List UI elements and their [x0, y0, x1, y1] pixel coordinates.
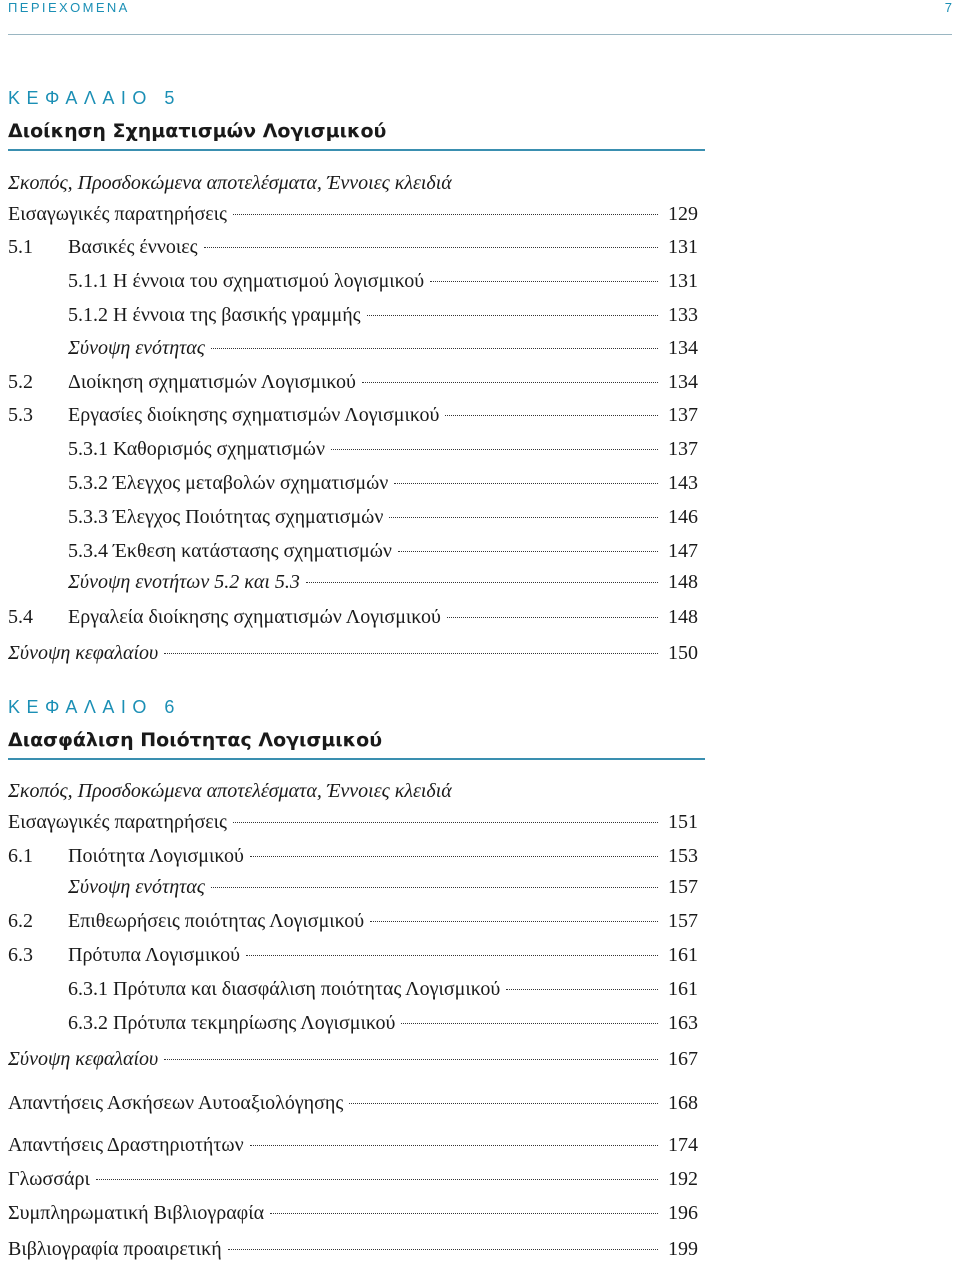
toc-entry-label: 5.1.2 Η έννοια της βασικής γραμμής: [68, 304, 361, 326]
toc-entry-label: Σύνοψη κεφαλαίου: [8, 1048, 159, 1070]
chapter-5-rule: [8, 149, 705, 151]
toc-entry[interactable]: [8, 232, 698, 262]
toc-entry-label: Ποιότητα Λογισμικού: [68, 845, 244, 867]
toc-entry-page: 147: [668, 540, 698, 562]
toc-entry[interactable]: [8, 199, 698, 229]
toc-entry-page: 137: [668, 404, 698, 426]
toc-entry[interactable]: [8, 536, 698, 566]
toc-entry-label: Βασικές έννοιες: [68, 236, 198, 258]
toc-dot-leader: [211, 348, 658, 349]
toc-entry-label: 5.3.4 Έκθεση κατάστασης σχηματισμών: [68, 540, 392, 562]
toc-dot-leader: [96, 1179, 658, 1180]
toc-entry[interactable]: [8, 906, 698, 936]
toc-entry-page: 150: [668, 642, 698, 664]
toc-entry-number: 5.1: [8, 236, 33, 258]
toc-dot-leader: [250, 856, 658, 857]
toc-entry[interactable]: [8, 333, 698, 363]
toc-entry-number: 6.3: [8, 944, 33, 966]
toc-entry-page: 134: [668, 371, 698, 393]
toc-entry-label: Διοίκηση σχηματισμών Λογισμικού: [68, 371, 356, 393]
toc-entry-page: 143: [668, 472, 698, 494]
header-page-number: 7: [944, 0, 952, 15]
toc-entry[interactable]: [8, 502, 698, 532]
toc-entry[interactable]: [8, 974, 698, 1004]
toc-entry-label: Απαντήσεις Ασκήσεων Αυτοαξιολόγησης: [8, 1092, 344, 1114]
toc-dot-leader: [370, 921, 658, 922]
chapter-5-title: Διοίκηση Σχηματισμών Λογισμικού: [8, 120, 387, 142]
toc-dot-leader: [164, 653, 658, 654]
toc-entry-page: 137: [668, 438, 698, 460]
toc-entry-label: 5.1.1 Η έννοια του σχηματισμού λογισμικού: [68, 270, 425, 292]
toc-entry-label: Επιθεωρήσεις ποιότητας Λογισμικού: [68, 910, 365, 932]
chapter-6-rule: [8, 758, 705, 760]
toc-entry-label: Εισαγωγικές παρατηρήσεις: [8, 203, 227, 225]
toc-dot-leader: [398, 551, 658, 552]
toc-dot-leader: [246, 955, 658, 956]
toc-entry-number: 6.1: [8, 845, 33, 867]
toc-dot-leader: [430, 281, 658, 282]
toc-entry-page: 133: [668, 304, 698, 326]
toc-entry[interactable]: [8, 1164, 698, 1194]
toc-dot-leader: [447, 617, 658, 618]
toc-dot-leader: [349, 1103, 658, 1104]
toc-entry-label: Απαντήσεις Δραστηριοτήτων: [8, 1134, 244, 1156]
toc-entry-number: 5.3: [8, 404, 33, 426]
toc-entry[interactable]: [8, 400, 698, 430]
toc-entry-label: Γλωσσάρι: [8, 1168, 90, 1190]
toc-dot-leader: [270, 1213, 658, 1214]
toc-dot-leader: [389, 517, 658, 518]
toc-dot-leader: [367, 315, 658, 316]
toc-entry-page: 161: [668, 944, 698, 966]
toc-entry[interactable]: [8, 602, 698, 632]
toc-entry[interactable]: [8, 367, 698, 397]
toc-dot-leader: [306, 582, 658, 583]
toc-entry-page: 131: [668, 236, 698, 258]
header-title: ΠΕΡΙΕΧΟΜΕΝΑ: [8, 0, 130, 15]
toc-entry-page: 157: [668, 876, 698, 898]
toc-entry-page: 131: [668, 270, 698, 292]
toc-entry[interactable]: [8, 807, 698, 837]
toc-entry[interactable]: [8, 1044, 698, 1074]
toc-entry[interactable]: [8, 468, 698, 498]
toc-dot-leader: [233, 214, 658, 215]
toc-dot-leader: [362, 382, 658, 383]
toc-entry-page: 163: [668, 1012, 698, 1034]
chapter-6-label: ΚΕΦΑΛΑΙΟ 6: [8, 697, 181, 717]
toc-entry-label: Σύνοψη ενότητας: [68, 876, 205, 898]
toc-entry-label: Σύνοψη κεφαλαίου: [8, 642, 159, 664]
toc-entry[interactable]: [8, 266, 698, 296]
toc-entry-label: 6.3.1 Πρότυπα και διασφάλιση ποιότητας Λογισμικού: [68, 978, 501, 1000]
toc-entry-label: 5.3.3 Έλεγχος Ποιότητας σχηματισμών: [68, 506, 384, 528]
toc-entry-label: Συμπληρωματική Βιβλιογραφία: [8, 1202, 265, 1224]
toc-entry[interactable]: [8, 872, 698, 902]
toc-entry-page: 148: [668, 571, 698, 593]
toc-entry-label: Πρότυπα Λογισμικού: [68, 944, 240, 966]
toc-entry-page: 148: [668, 606, 698, 628]
toc-entry-number: 5.4: [8, 606, 33, 628]
toc-entry[interactable]: [8, 841, 698, 871]
toc-entry-label: Σύνοψη ενοτήτων 5.2 και 5.3: [68, 571, 300, 593]
running-header: [8, 0, 952, 16]
toc-entry[interactable]: [8, 567, 698, 597]
toc-entry-number: 5.2: [8, 371, 33, 393]
toc-entry[interactable]: [8, 300, 698, 330]
toc-entry-page: 146: [668, 506, 698, 528]
chapter-5-label: ΚΕΦΑΛΑΙΟ 5: [8, 88, 181, 108]
toc-entry-page: 174: [668, 1134, 698, 1156]
toc-entry-number: 6.2: [8, 910, 33, 932]
toc-entry-page: 196: [668, 1202, 698, 1224]
toc-entry-page: 199: [668, 1238, 698, 1260]
toc-entry-page: 134: [668, 337, 698, 359]
toc-dot-leader: [164, 1059, 658, 1060]
toc-dot-leader: [233, 822, 658, 823]
chapter-6-intro: Σκοπός, Προσδοκώμενα αποτελέσματα, Έννοιες κλειδιά: [8, 780, 452, 802]
toc-entry-label: 5.3.1 Καθορισμός σχηματισμών: [68, 438, 325, 460]
toc-dot-leader: [211, 887, 658, 888]
toc-entry-label: Εισαγωγικές παρατηρήσεις: [8, 811, 227, 833]
toc-entry[interactable]: [8, 1130, 698, 1160]
chapter-5-intro: Σκοπός, Προσδοκώμενα αποτελέσματα, Έννοιες κλειδιά: [8, 172, 452, 194]
toc-entry-label: 6.3.2 Πρότυπα τεκμηρίωσης Λογισμικού: [68, 1012, 396, 1034]
toc-entry[interactable]: [8, 434, 698, 464]
toc-entry-label: Εργαλεία διοίκησης σχηματισμών Λογισμικού: [68, 606, 441, 628]
toc-entry-page: 157: [668, 910, 698, 932]
toc-dot-leader: [250, 1145, 658, 1146]
toc-entry-label: Βιβλιογραφία προαιρετική: [8, 1238, 222, 1260]
toc-entry-page: 129: [668, 203, 698, 225]
toc-entry[interactable]: [8, 1008, 698, 1038]
toc-entry-page: 167: [668, 1048, 698, 1070]
toc-entry-page: 151: [668, 811, 698, 833]
toc-entry-page: 192: [668, 1168, 698, 1190]
toc-entry-label: Εργασίες διοίκησης σχηματισμών Λογισμικού: [68, 404, 440, 426]
toc-dot-leader: [204, 247, 658, 248]
toc-entry-label: Σύνοψη ενότητας: [68, 337, 205, 359]
toc-entry[interactable]: [8, 1198, 698, 1228]
toc-entry[interactable]: [8, 638, 698, 668]
header-rule: [8, 34, 952, 35]
toc-entry[interactable]: [8, 940, 698, 970]
toc-entry-label: 5.3.2 Έλεγχος μεταβολών σχηματισμών: [68, 472, 389, 494]
toc-entry-page: 161: [668, 978, 698, 1000]
toc-entry[interactable]: [8, 1234, 698, 1264]
toc-dot-leader: [445, 415, 658, 416]
toc-dot-leader: [401, 1023, 658, 1024]
toc-dot-leader: [506, 989, 658, 990]
toc-entry-page: 168: [668, 1092, 698, 1114]
toc-dot-leader: [331, 449, 658, 450]
toc-dot-leader: [394, 483, 658, 484]
toc-dot-leader: [228, 1249, 658, 1250]
chapter-6-title: Διασφάλιση Ποιότητας Λογισμικού: [8, 729, 383, 751]
toc-entry-page: 153: [668, 845, 698, 867]
toc-entry[interactable]: [8, 1088, 698, 1118]
